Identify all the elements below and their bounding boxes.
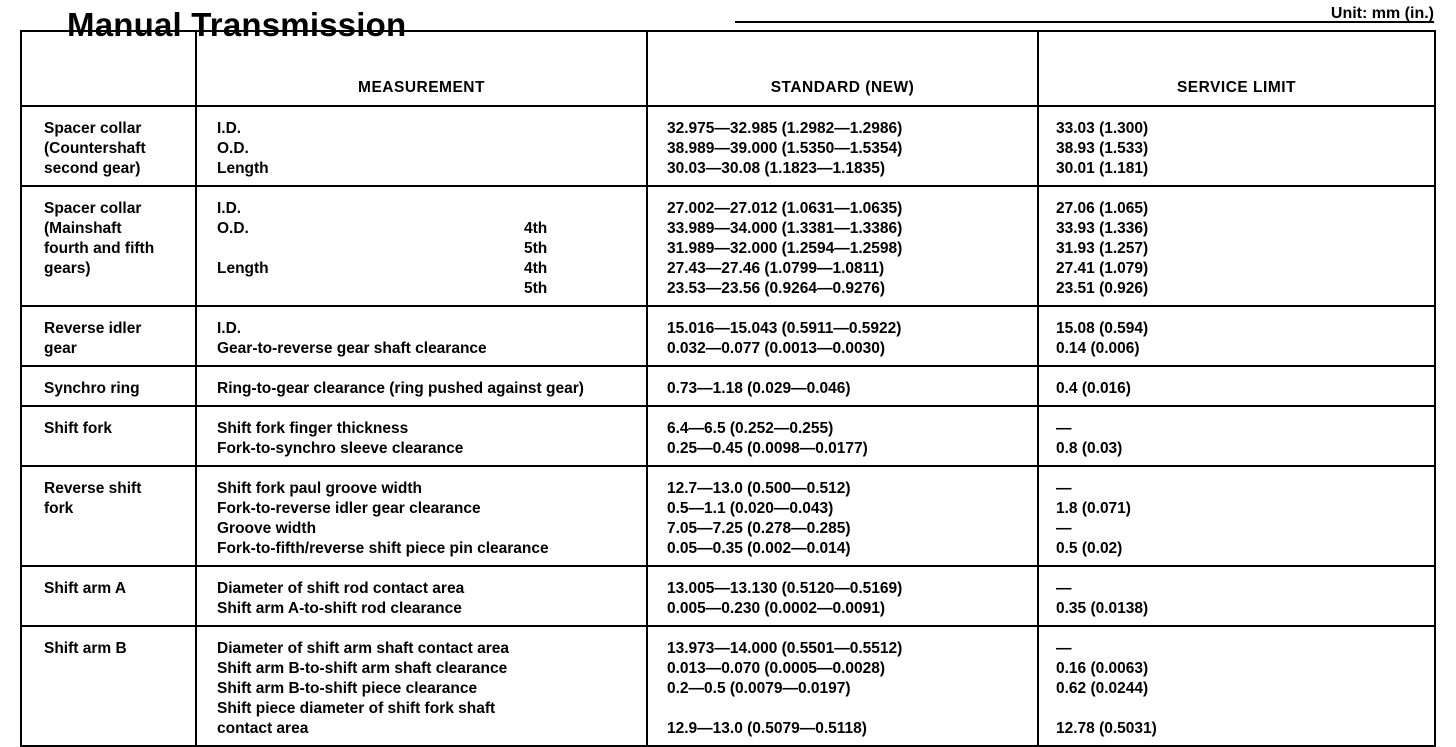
item-label: second gear) <box>44 160 141 177</box>
measurement-line <box>217 479 646 499</box>
measurement-label: Shift arm B-to-shift arm shaft clearance <box>217 660 508 677</box>
standard-value: 13.973—14.000 (0.5501—0.5512) <box>667 640 903 657</box>
measurement-label: Shift piece diameter of shift fork shaft <box>217 700 496 717</box>
measurement-line <box>217 159 646 179</box>
standard-value: 32.975—32.985 (1.2982—1.2986) <box>667 120 903 137</box>
measurement-line <box>217 239 646 259</box>
service-limit-value: 0.5 (0.02) <box>1056 540 1123 557</box>
column-header-item <box>21 31 196 106</box>
service-limit-cell <box>1038 306 1435 366</box>
item-cell <box>21 566 196 626</box>
standard-value: 30.03—30.08 (1.1823—1.1835) <box>667 160 886 177</box>
measurement-line <box>217 219 646 239</box>
table-row <box>21 106 1435 186</box>
measurement-line <box>217 579 646 599</box>
table-row <box>21 366 1435 406</box>
standard-value: 7.05—7.25 (0.278—0.285) <box>667 520 851 537</box>
item-label: Spacer collar <box>44 200 142 217</box>
item-label: Reverse idler <box>44 320 142 337</box>
no-limit-dash: — <box>1056 580 1072 597</box>
service-limit-value: 30.01 (1.181) <box>1056 160 1149 177</box>
standard-value: 0.73—1.18 (0.029—0.046) <box>667 380 851 397</box>
service-limit-value: 27.41 (1.079) <box>1056 260 1149 277</box>
standard-cell <box>647 306 1038 366</box>
item-cell <box>21 466 196 566</box>
measurement-cell <box>196 406 647 466</box>
measurement-cell <box>196 366 647 406</box>
standard-cell <box>647 466 1038 566</box>
measurement-line <box>217 519 646 539</box>
column-header-standard: STANDARD (NEW) <box>647 31 1038 106</box>
gear-qualifier: 4th <box>524 220 548 237</box>
measurement-label: I.D. <box>217 200 242 217</box>
service-limit-cell <box>1038 566 1435 626</box>
measurement-line <box>217 639 646 659</box>
item-label: gears) <box>44 260 91 277</box>
measurement-label: O.D. <box>217 140 249 157</box>
standard-value: 23.53—23.56 (0.9264—0.9276) <box>667 280 886 297</box>
standard-cell <box>647 366 1038 406</box>
item-label: (Mainshaft <box>44 220 122 237</box>
item-label: fork <box>44 500 74 517</box>
measurement-label: Shift arm B-to-shift piece clearance <box>217 680 478 697</box>
standard-value: 15.016—15.043 (0.5911—0.5922) <box>667 320 902 337</box>
measurement-label: I.D. <box>217 120 242 137</box>
gear-qualifier: 4th <box>524 260 548 277</box>
service-limit-value: 33.03 (1.300) <box>1056 120 1149 137</box>
standard-value: 6.4—6.5 (0.252—0.255) <box>667 420 834 437</box>
standard-value: 0.013—0.070 (0.0005—0.0028) <box>667 660 886 677</box>
standard-cell <box>647 406 1038 466</box>
measurement-line <box>217 719 646 739</box>
table-row <box>21 626 1435 746</box>
measurement-cell <box>196 566 647 626</box>
measurement-line <box>217 659 646 679</box>
service-limit-value: 33.93 (1.336) <box>1056 220 1149 237</box>
service-limit-value: 0.35 (0.0138) <box>1056 600 1149 617</box>
measurement-line <box>217 539 646 559</box>
measurement-cell <box>196 626 647 746</box>
item-label: Spacer collar <box>44 120 142 137</box>
measurement-label: Ring-to-gear clearance (ring pushed against gear) <box>217 380 584 397</box>
service-limit-value: 38.93 (1.533) <box>1056 140 1149 157</box>
measurement-line <box>217 199 646 219</box>
measurement-label: Shift fork paul groove width <box>217 480 422 497</box>
service-limit-cell <box>1038 366 1435 406</box>
service-limit-cell <box>1038 466 1435 566</box>
service-limit-value: 12.78 (0.5031) <box>1056 720 1157 737</box>
service-limit-value: 0.62 (0.0244) <box>1056 680 1149 697</box>
measurement-line <box>217 259 646 279</box>
spec-table <box>20 30 1436 747</box>
gear-qualifier: 5th <box>524 240 548 257</box>
item-cell <box>21 406 196 466</box>
measurement-cell <box>196 186 647 306</box>
measurement-line <box>217 379 646 399</box>
service-limit-cell <box>1038 406 1435 466</box>
item-label: Shift fork <box>44 420 113 437</box>
standard-value: 33.989—34.000 (1.3381—1.3386) <box>667 220 903 237</box>
measurement-label: Fork-to-reverse idler gear clearance <box>217 500 481 517</box>
standard-value: 0.032—0.077 (0.0013—0.0030) <box>667 340 886 357</box>
standard-value: 0.05—0.35 (0.002—0.014) <box>667 540 851 557</box>
standard-value: 27.43—27.46 (1.0799—1.0811) <box>667 260 885 277</box>
frame-rule-right <box>735 21 1434 23</box>
no-limit-dash: — <box>1056 420 1072 437</box>
measurement-label: Groove width <box>217 520 317 537</box>
standard-value <box>667 699 1037 719</box>
table-row <box>21 566 1435 626</box>
measurement-cell <box>196 466 647 566</box>
unit-label: Unit: mm (in.) <box>1330 5 1434 22</box>
item-label: gear <box>44 340 77 357</box>
measurement-line <box>217 679 646 699</box>
service-limit-value: 0.8 (0.03) <box>1056 440 1123 457</box>
service-limit-cell <box>1038 106 1435 186</box>
no-limit-dash: — <box>1056 640 1072 657</box>
measurement-label: Length <box>217 160 269 177</box>
measurement-line <box>217 139 646 159</box>
measurement-label: Diameter of shift arm shaft contact area <box>217 640 510 657</box>
column-header-service-limit: SERVICE LIMIT <box>1038 31 1435 106</box>
measurement-cell <box>196 306 647 366</box>
standard-value: 0.2—0.5 (0.0079—0.0197) <box>667 680 851 697</box>
service-limit-value: 15.08 (0.594) <box>1056 320 1149 337</box>
standard-value: 31.989—32.000 (1.2594—1.2598) <box>667 240 903 257</box>
item-label: fourth and fifth <box>44 240 155 257</box>
standard-cell <box>647 186 1038 306</box>
measurement-label: Length <box>217 260 269 277</box>
service-limit-value: 31.93 (1.257) <box>1056 240 1149 257</box>
standard-value: 13.005—13.130 (0.5120—0.5169) <box>667 580 903 597</box>
item-cell <box>21 366 196 406</box>
measurement-label: O.D. <box>217 220 249 237</box>
item-label: Reverse shift <box>44 480 142 497</box>
standard-value: 0.5—1.1 (0.020—0.043) <box>667 500 834 517</box>
measurement-line <box>217 319 646 339</box>
table-row <box>21 406 1435 466</box>
service-limit-value: 0.16 (0.0063) <box>1056 660 1149 677</box>
service-limit-value <box>1056 699 1434 719</box>
standard-value: 12.9—13.0 (0.5079—0.5118) <box>667 720 867 737</box>
standard-value: 27.002—27.012 (1.0631—1.0635) <box>667 200 903 217</box>
measurement-label: Shift fork finger thickness <box>217 420 409 437</box>
measurement-label: Fork-to-fifth/reverse shift piece pin clearance <box>217 540 549 557</box>
measurement-line <box>217 439 646 459</box>
standard-cell <box>647 626 1038 746</box>
measurement-line <box>217 499 646 519</box>
service-limit-value: 1.8 (0.071) <box>1056 500 1131 517</box>
column-header-measurement: MEASUREMENT <box>196 31 647 106</box>
page-title: Manual Transmission <box>67 6 407 43</box>
service-limit-cell <box>1038 186 1435 306</box>
item-cell <box>21 186 196 306</box>
standard-value: 38.989—39.000 (1.5350—1.5354) <box>667 140 903 157</box>
standard-value: 0.005—0.230 (0.0002—0.0091) <box>667 600 886 617</box>
service-limit-value: 23.51 (0.926) <box>1056 280 1149 297</box>
header-row <box>21 31 1435 106</box>
measurement-label: contact area <box>217 720 309 737</box>
item-cell <box>21 626 196 746</box>
no-limit-dash: — <box>1056 520 1072 537</box>
measurement-line <box>217 699 646 719</box>
table-row <box>21 186 1435 306</box>
service-limit-cell <box>1038 626 1435 746</box>
item-label: Shift arm B <box>44 640 127 657</box>
table-row <box>21 306 1435 366</box>
measurement-label: Diameter of shift rod contact area <box>217 580 465 597</box>
item-label: (Countershaft <box>44 140 146 157</box>
standard-value: 0.25—0.45 (0.0098—0.0177) <box>667 440 868 457</box>
standard-cell <box>647 106 1038 186</box>
measurement-label: Shift arm A-to-shift rod clearance <box>217 600 462 617</box>
no-limit-dash: — <box>1056 480 1072 497</box>
service-limit-value: 0.14 (0.006) <box>1056 340 1140 357</box>
measurement-cell <box>196 106 647 186</box>
measurement-line <box>217 599 646 619</box>
gear-qualifier: 5th <box>524 280 548 297</box>
measurement-line <box>217 419 646 439</box>
service-limit-value: 27.06 (1.065) <box>1056 200 1149 217</box>
standard-value: 12.7—13.0 (0.500—0.512) <box>667 480 851 497</box>
item-cell <box>21 106 196 186</box>
service-limit-value: 0.4 (0.016) <box>1056 380 1131 397</box>
measurement-label: Gear-to-reverse gear shaft clearance <box>217 340 487 357</box>
measurement-line <box>217 279 646 299</box>
measurement-label: I.D. <box>217 320 242 337</box>
table-row <box>21 466 1435 566</box>
item-cell <box>21 306 196 366</box>
item-label: Synchro ring <box>44 380 140 397</box>
standard-cell <box>647 566 1038 626</box>
measurement-line <box>217 119 646 139</box>
measurement-label: Fork-to-synchro sleeve clearance <box>217 440 464 457</box>
item-label: Shift arm A <box>44 580 127 597</box>
measurement-line <box>217 339 646 359</box>
